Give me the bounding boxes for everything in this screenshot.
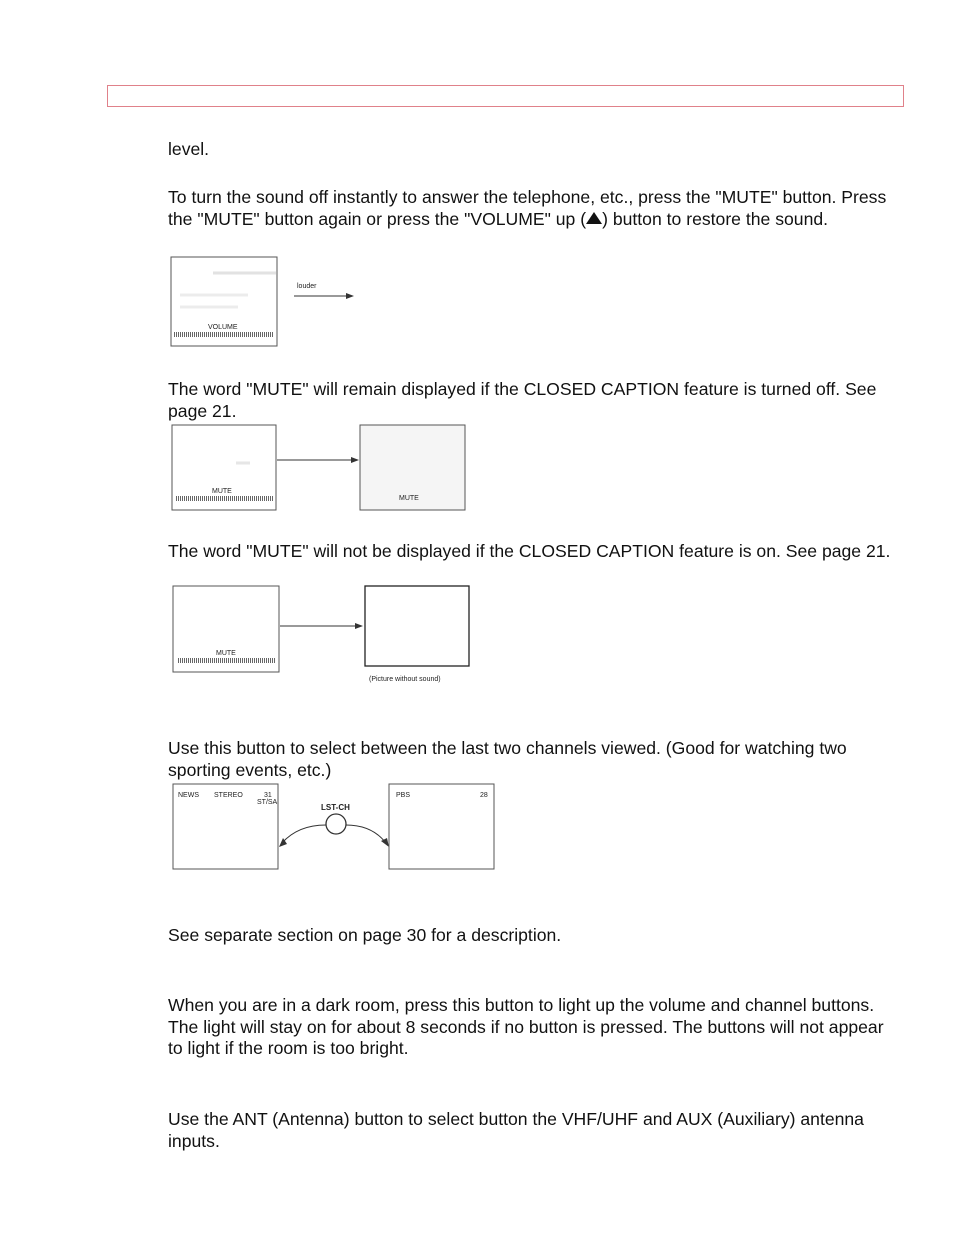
mute-label-left: MUTE xyxy=(212,488,232,495)
paragraph-level: level. xyxy=(168,139,210,159)
lst-ch-label: LST-CH xyxy=(321,803,350,812)
figure-mute-cc-on xyxy=(168,584,478,688)
paragraph-mute-not-displayed: The word "MUTE" will not be displayed if the CLOSED CAPTION feature is on. See page 21. xyxy=(168,541,891,561)
channel-right-number: 28 xyxy=(480,792,488,799)
mute-label-left: MUTE xyxy=(216,650,236,657)
volume-label: VOLUME xyxy=(208,324,238,331)
lst-ch-button-icon xyxy=(326,814,346,834)
tv-screen-right xyxy=(365,586,469,666)
news-label: NEWS xyxy=(178,792,199,799)
paragraph-mute-intro-b: ) button to restore the sound. xyxy=(602,208,829,229)
volume-bar xyxy=(177,658,275,663)
paragraph-light-button: When you are in a dark room, press this button to light up the volume and channel buttons. The light will stay on for about 8 seconds if no button is pressed. The buttons will not appear to light if the room is too bright. xyxy=(168,995,884,1058)
stsa-label: ST/SA xyxy=(257,799,278,806)
pbs-label: PBS xyxy=(396,792,411,799)
stereo-label: STEREO xyxy=(214,792,243,799)
paragraph-see-section: See separate section on page 30 for a description. xyxy=(168,925,562,945)
header-box xyxy=(107,85,904,107)
volume-bar xyxy=(174,332,274,337)
mute-label-right: MUTE xyxy=(399,495,419,502)
figure-lst-ch xyxy=(168,781,500,873)
paragraph-ant-button: Use the ANT (Antenna) button to select button the VHF/UHF and AUX (Auxiliary) antenna inputs. xyxy=(168,1109,864,1151)
paragraph-mute-intro xyxy=(168,187,898,230)
figure-mute-cc-off xyxy=(168,422,468,514)
paragraph-lst-ch: Use this button to select between the last two channels viewed. (Good for watching two sporting events, etc.) xyxy=(168,738,847,780)
arrow-left-icon xyxy=(282,825,326,843)
volume-bar xyxy=(175,496,273,501)
arrow-right-icon xyxy=(346,825,386,843)
louder-label: louder xyxy=(297,283,317,290)
paragraph-mute-displayed: The word "MUTE" will remain displayed if the CLOSED CAPTION feature is turned off. See page 21. xyxy=(168,379,877,421)
triangle-up-icon xyxy=(586,212,602,224)
channel-left-number: 31 xyxy=(264,792,272,799)
paragraph-mute-intro-a: To turn the sound off instantly to answer the telephone, etc., press the "MUTE" button. Press the "MUTE" button again or press the "VOLUME" up ( xyxy=(168,187,887,229)
picture-without-sound-caption: (Picture without sound) xyxy=(369,676,441,683)
figure-volume xyxy=(168,255,358,351)
